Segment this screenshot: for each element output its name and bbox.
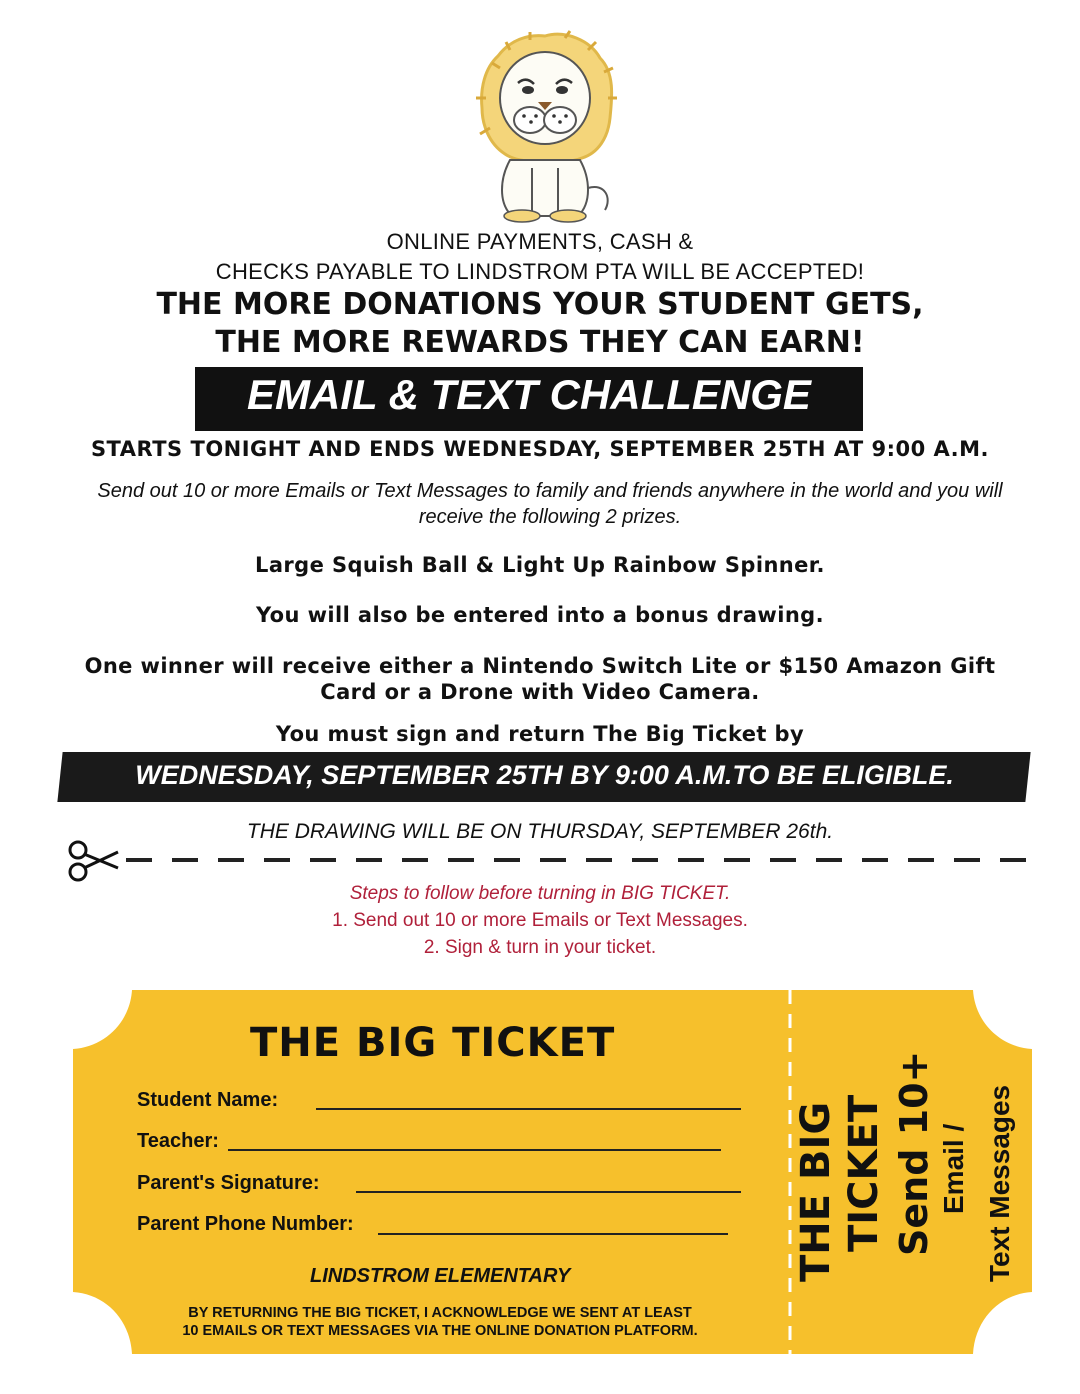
student-name-line[interactable] — [316, 1108, 741, 1110]
prizes-text: Large Squish Ball & Light Up Rainbow Spinner. — [255, 553, 825, 577]
parent-phone-label: Parent Phone Number: — [137, 1213, 354, 1235]
lion-mascot-icon — [470, 28, 620, 223]
parent-signature-line[interactable] — [356, 1191, 741, 1193]
challenge-banner: EMAIL & TEXT CHALLENGE — [195, 367, 863, 431]
drawing-date: THE DRAWING WILL BE ON THURSDAY, SEPTEMBER 26th. — [246, 820, 834, 843]
acknowledgement-line1: BY RETURNING THE BIG TICKET, I ACKNOWLEDGE WE SENT AT LEAST — [188, 1305, 692, 1321]
ticket-title: THE BIG TICKET — [250, 1020, 616, 1066]
challenge-instructions: Send out 10 or more Emails or Text Messages to family and friends anywhere in the world and you will receive the following 2 prizes. — [97, 480, 1003, 528]
stub-line1: THE BIG — [793, 1101, 839, 1282]
stub-line2: TICKET — [841, 1094, 887, 1252]
payment-note-line2: CHECKS PAYABLE TO LINDSTROM PTA WILL BE ACCEPTED! — [215, 259, 865, 284]
teacher-label: Teacher: — [137, 1130, 219, 1152]
ticket-stub — [785, 1000, 1035, 1340]
student-name-label: Student Name: — [137, 1089, 279, 1111]
school-name: LINDSTROM ELEMENTARY — [310, 1265, 571, 1287]
stub-line5: Text Messages — [984, 1084, 1015, 1282]
deadline-banner — [57, 752, 1030, 802]
acknowledgement-line2: 10 EMAILS OR TEXT MESSAGES VIA THE ONLINE DONATION PLATFORM. — [182, 1323, 698, 1339]
payment-note-line1: ONLINE PAYMENTS, CASH & — [386, 229, 694, 254]
step-2: 2. Sign & turn in your ticket. — [423, 937, 657, 958]
acknowledgement — [140, 1304, 740, 1340]
headline-line2: THE MORE REWARDS THEY CAN EARN! — [215, 325, 865, 360]
steps-block — [0, 880, 1080, 961]
must-sign-text: You must sign and return The Big Ticket by — [275, 722, 805, 746]
bonus-text: You will also be entered into a bonus drawing. — [256, 603, 824, 627]
winner-text: One winner will receive either a Nintendo Switch Lite or $150 Amazon Gift Card or a Drone with Video Camera. — [84, 654, 996, 704]
deadline-banner-text: WEDNESDAY, SEPTEMBER 25TH BY 9:00 A.M.TO BE ELIGIBLE. — [134, 760, 954, 790]
cut-line — [126, 858, 1038, 862]
stub-line3: Send 10+ — [892, 1050, 936, 1256]
step-1: 1. Send out 10 or more Emails or Text Messages. — [332, 910, 748, 931]
challenge-dates: STARTS TONIGHT AND ENDS WEDNESDAY, SEPTEMBER 25TH AT 9:00 A.M. — [90, 437, 990, 461]
teacher-line[interactable] — [228, 1149, 721, 1151]
headline-line1: THE MORE DONATIONS YOUR STUDENT GETS, — [156, 287, 924, 322]
scissors-icon — [66, 838, 126, 884]
parent-signature-label: Parent's Signature: — [137, 1172, 320, 1194]
steps-title: Steps to follow before turning in BIG TICKET. — [349, 883, 731, 904]
parent-phone-line[interactable] — [378, 1233, 728, 1235]
stub-line4: Email / — [938, 1123, 969, 1214]
